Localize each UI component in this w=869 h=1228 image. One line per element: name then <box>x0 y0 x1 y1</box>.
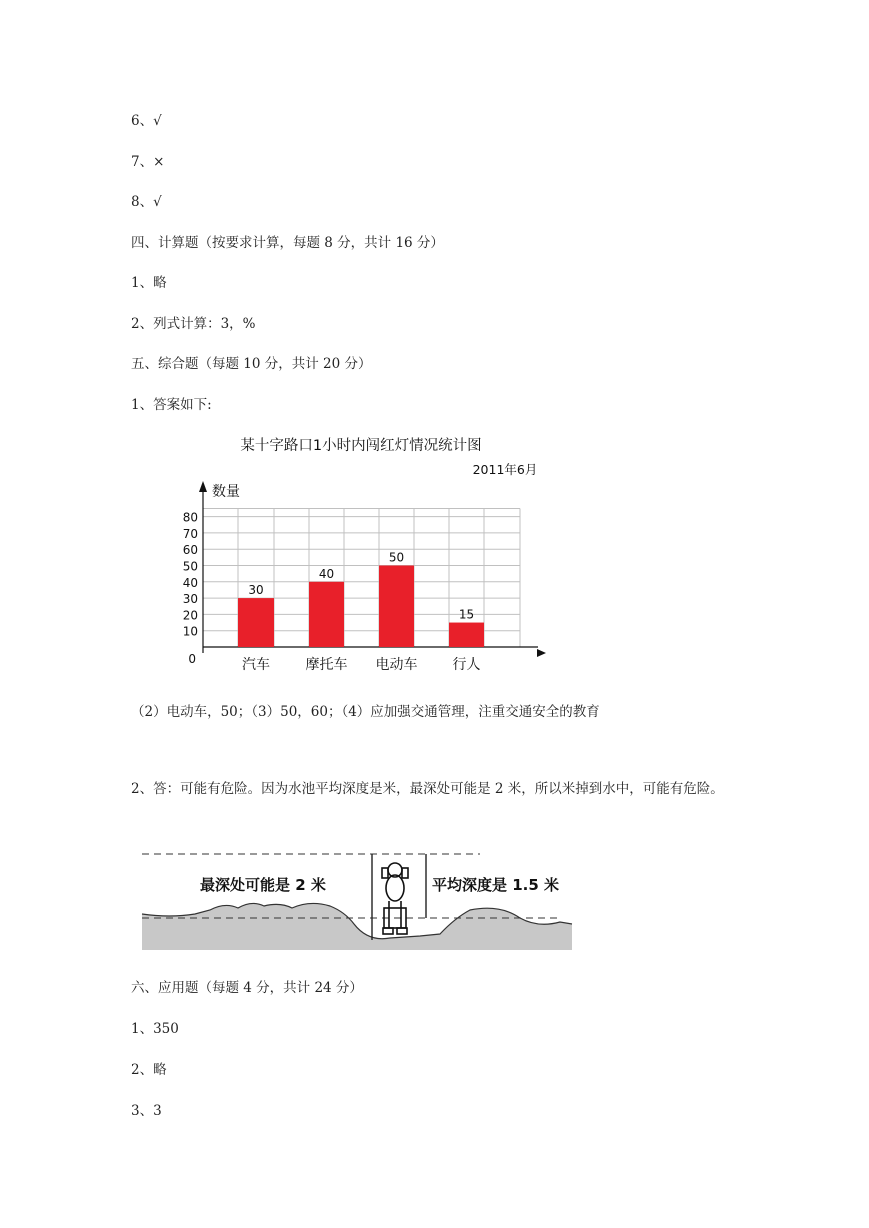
section-6-answer-2: 2、略 <box>131 1062 167 1078</box>
section-5-answer-1-detail: （2）电动车，50；（3）50，60；（4）应加强交通管理，注重交通安全的教育 <box>131 704 600 720</box>
section-5-answer-1: 1、答案如下: <box>131 397 212 413</box>
y-tick-label-80: 80 <box>182 510 198 525</box>
section-5-answer-2: 2、答：可能有危险。因为水池平均深度是米，最深处可能是 2 米，所以米掉到水中，可能有危险。 <box>131 781 724 797</box>
bar-3 <box>449 623 484 647</box>
answer-6: 6、√ <box>131 113 162 129</box>
child-figure <box>382 863 408 934</box>
x-axis-arrow <box>537 649 546 657</box>
pool-depth-figure <box>140 848 575 953</box>
bar-value-label-0: 30 <box>248 583 264 598</box>
y-tick-label-40: 40 <box>182 575 198 590</box>
chart-subtitle: 2011年6月 <box>472 462 538 477</box>
deepest-label: 最深处可能是 2 米 <box>200 876 326 894</box>
y-tick-label-20: 20 <box>182 608 198 623</box>
section-6-heading: 六、应用题（每题 4 分，共计 24 分） <box>131 980 363 996</box>
y-tick-label-70: 70 <box>182 526 198 541</box>
bar-value-label-1: 40 <box>318 566 335 581</box>
average-label: 平均深度是 1.5 米 <box>432 876 560 894</box>
x-tick-label-1: 摩托车 <box>305 657 348 673</box>
section-4-answer-2: 2、列式计算：3，% <box>131 316 256 332</box>
answer-7: 7、× <box>131 154 165 170</box>
section-6-answer-1: 1、350 <box>131 1021 179 1037</box>
section-4-heading: 四、计算题（按要求计算，每题 8 分，共计 16 分） <box>131 235 444 251</box>
y-axis-label: 数量 <box>212 484 240 500</box>
bar-value-label-3: 15 <box>458 607 475 622</box>
x-tick-label-2: 电动车 <box>375 657 418 673</box>
section-6-answer-3: 3、3 <box>131 1103 162 1119</box>
y-tick-label-0: 0 <box>188 652 196 666</box>
section-5-heading: 五、综合题（每题 10 分，共计 20 分） <box>131 356 372 372</box>
chart-title: 某十字路口1小时内闯红灯情况统计图 <box>240 438 482 454</box>
answer-8: 8、√ <box>131 194 162 210</box>
bar-0 <box>238 598 274 647</box>
x-tick-label-0: 汽车 <box>242 657 270 673</box>
bar-2 <box>379 566 414 648</box>
y-tick-label-10: 10 <box>182 624 198 639</box>
bar-1 <box>309 582 344 647</box>
section-4-answer-1: 1、略 <box>131 275 167 291</box>
x-tick-label-3: 行人 <box>452 657 481 673</box>
y-axis-arrow <box>199 481 207 492</box>
y-tick-label-60: 60 <box>182 543 198 558</box>
y-tick-label-30: 30 <box>182 592 198 607</box>
bar-value-label-2: 50 <box>388 550 405 565</box>
y-tick-label-50: 50 <box>182 559 198 574</box>
